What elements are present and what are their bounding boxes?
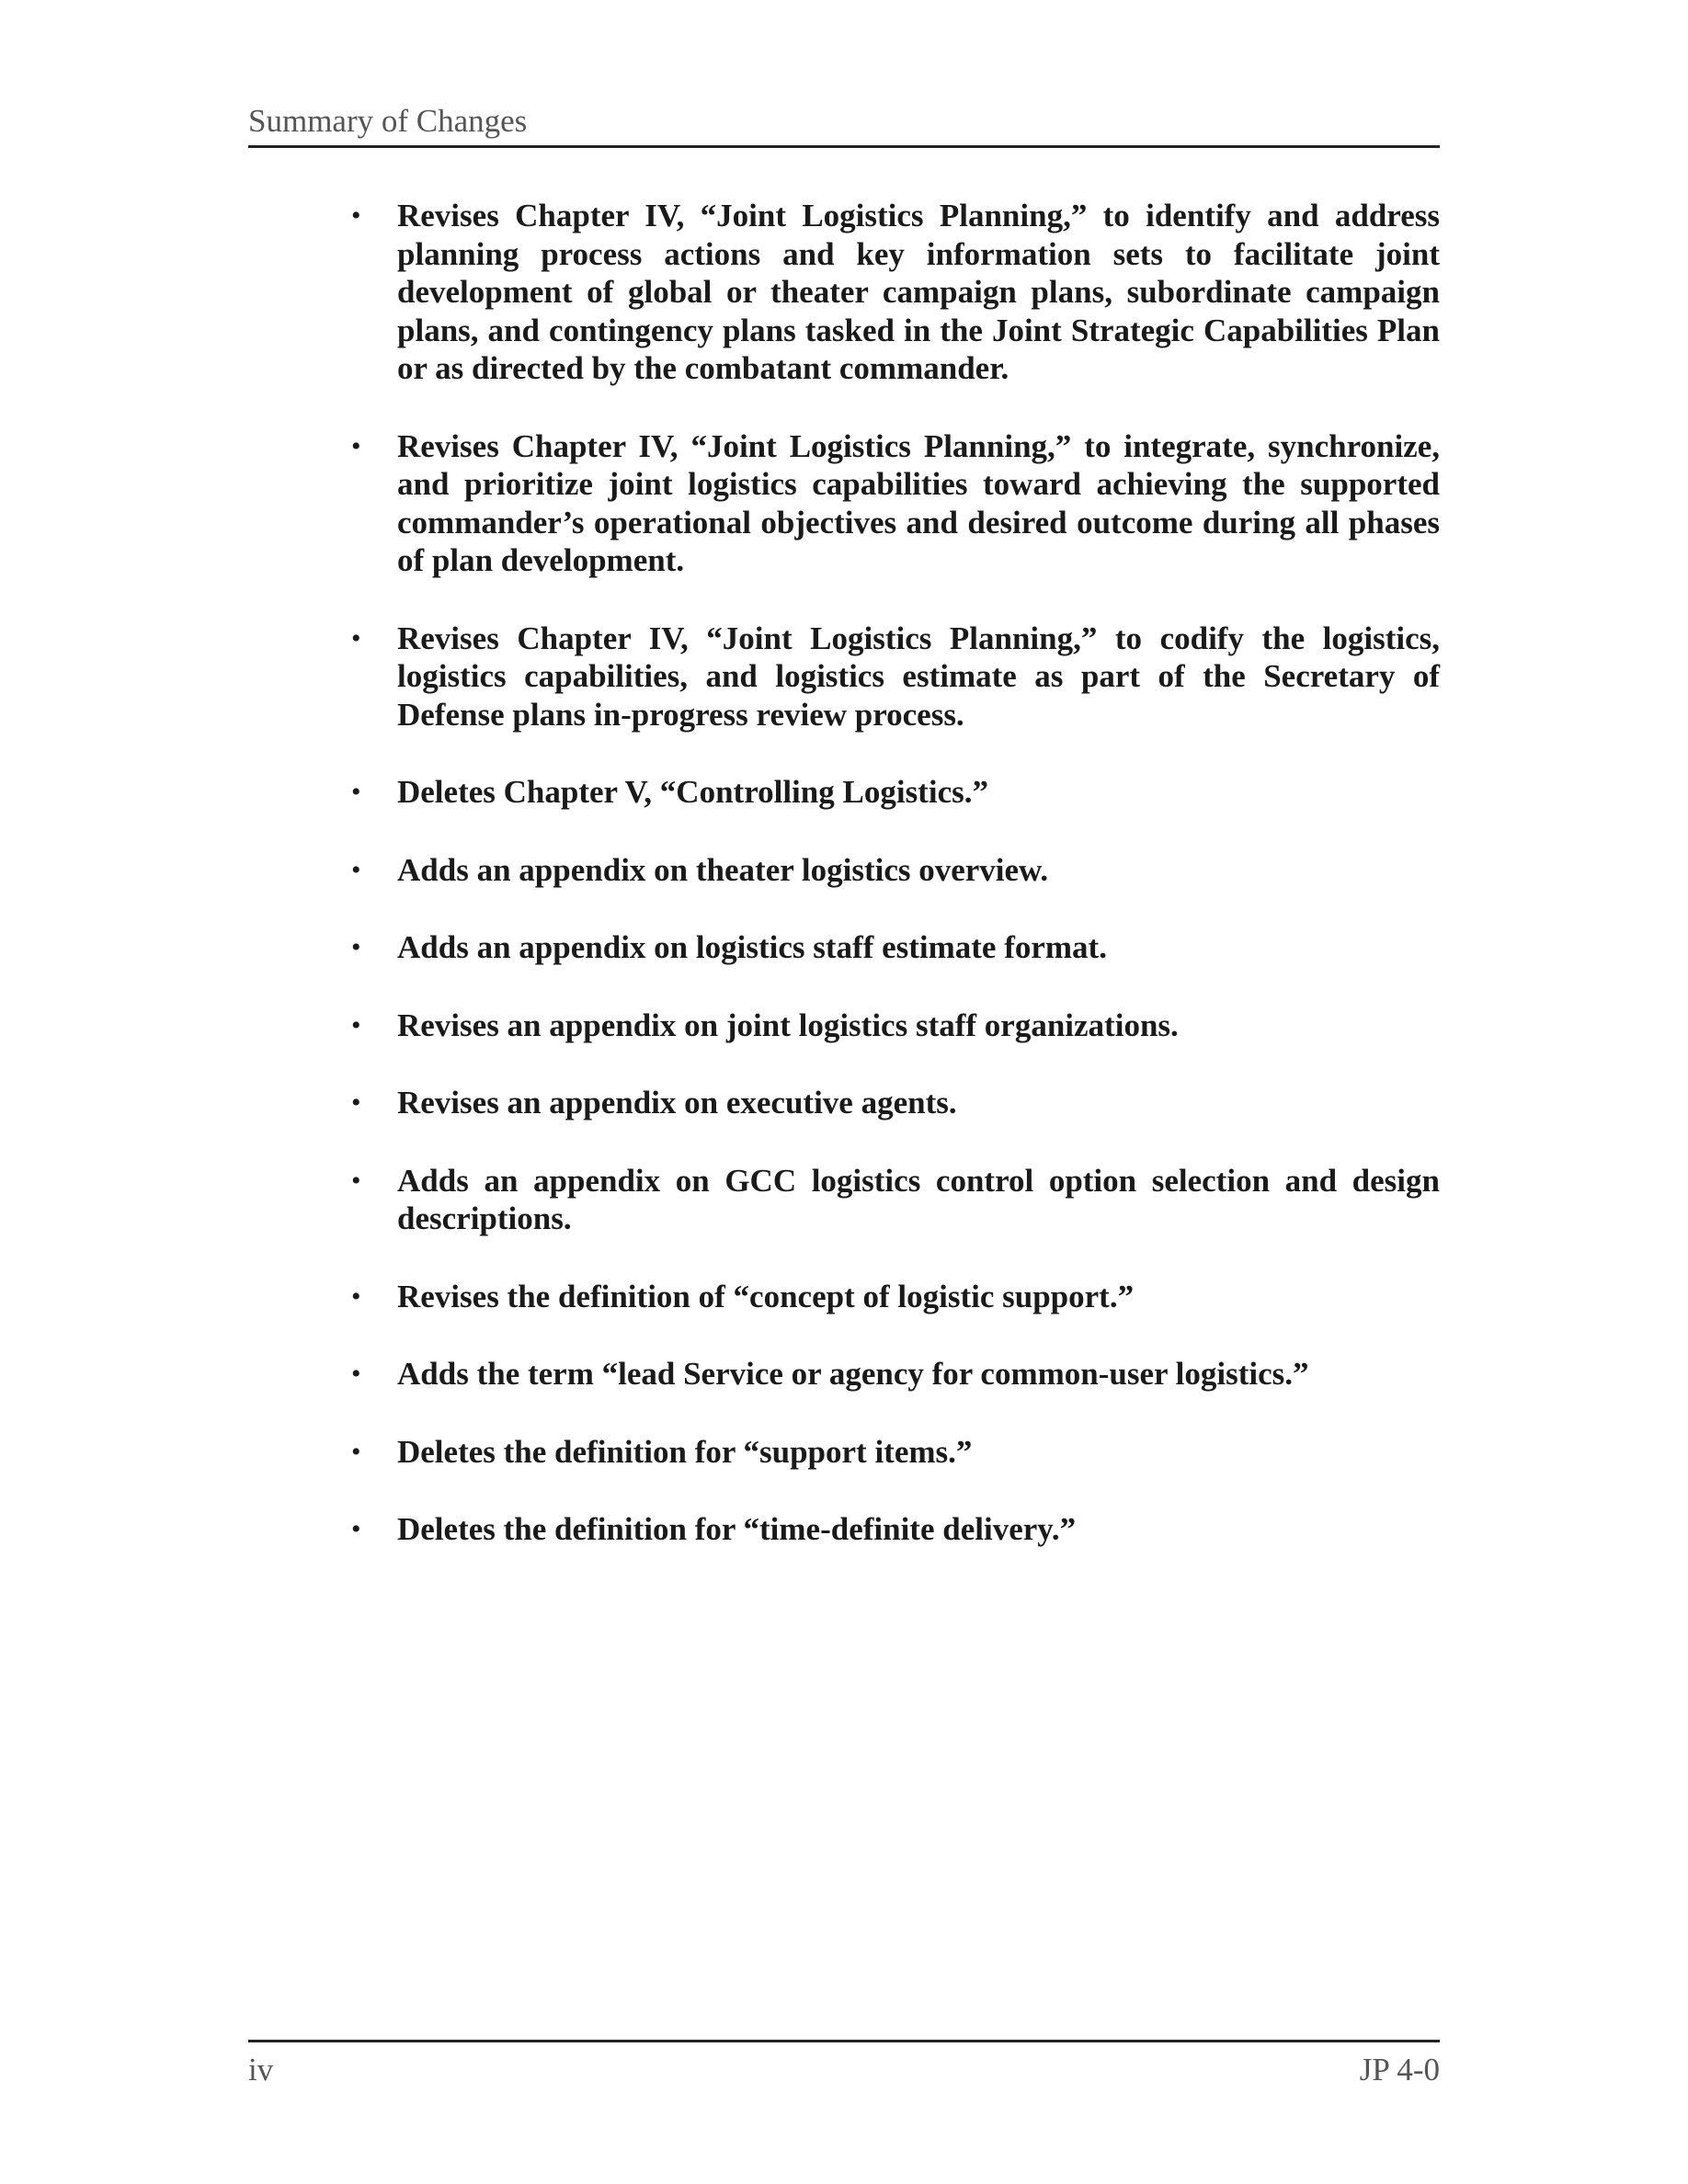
bullet-text: Revises the definition of “concept of logistic support.”: [397, 1278, 1135, 1314]
bullet-dot-icon: •: [351, 854, 361, 885]
bullet-text: Revises Chapter IV, “Joint Logistics Planning,” to identify and address planning process actions and key information sets to facilitate joint development of global or theater campaign plans, subordinate campaign plans, and contingency plans tasked in the Joint Strategic Capabilities Plan or as directed by the combatant commander.: [397, 198, 1440, 386]
bullet-dot-icon: •: [351, 1514, 361, 1544]
page-footer: [248, 2040, 1440, 2098]
bullet-item: [340, 851, 1440, 890]
bullet-dot-icon: •: [351, 1436, 361, 1467]
bullet-item: [340, 928, 1440, 967]
bullet-text: Adds an appendix on theater logistics overview.: [397, 851, 1049, 888]
bullet-dot-icon: •: [351, 1165, 361, 1196]
page-header: [248, 96, 1440, 148]
bullet-dot-icon: •: [351, 1359, 361, 1389]
bullet-text: Revises Chapter IV, “Joint Logistics Planning,” to integrate, synchronize, and prioritize joint logistics capabilities toward achieving the supported commander’s operational objectives and desired outcome during all phases of plan development.: [397, 427, 1440, 578]
bullet-item: [340, 620, 1440, 734]
bullet-item: [340, 1162, 1440, 1238]
bullet-item: [340, 1084, 1440, 1122]
bullet-dot-icon: •: [351, 1009, 361, 1041]
bullet-dot-icon: •: [351, 1280, 361, 1312]
bullet-item: [340, 1278, 1440, 1316]
footer-publication-id: JP 4-0: [1359, 2052, 1440, 2087]
bullet-item: [340, 427, 1440, 580]
bullet-text: Adds the term “lead Service or agency for common-user logistics.”: [397, 1356, 1309, 1392]
bullet-item: [340, 1433, 1440, 1472]
bullet-dot-icon: •: [351, 1087, 361, 1118]
bullet-text: Deletes the definition for “time-definite delivery.”: [397, 1511, 1077, 1547]
bullet-text: Adds an appendix on logistics staff estimate format.: [397, 929, 1107, 965]
bullet-text: Adds an appendix on GCC logistics control option selection and design descriptions.: [397, 1162, 1440, 1236]
bullet-dot-icon: •: [351, 777, 361, 807]
bullet-item: [340, 1007, 1440, 1045]
bullet-dot-icon: •: [351, 430, 361, 461]
bullet-text: Revises an appendix on joint logistics staff organizations.: [397, 1007, 1179, 1043]
bullet-text: Revises Chapter IV, “Joint Logistics Planning,” to codify the logistics, logistics capabilities, and logistics estimate as part of the Secretary of Defense plans in-progress review process.: [397, 620, 1440, 733]
bullet-text: Revises an appendix on executive agents.: [397, 1085, 957, 1120]
bullet-text: Deletes the definition for “support items.”: [397, 1433, 973, 1470]
summary-bullet-list: [340, 197, 1440, 1588]
bullet-text: Deletes Chapter V, “Controlling Logistics.”: [397, 774, 988, 810]
bullet-item: [340, 197, 1440, 388]
bullet-dot-icon: •: [351, 200, 361, 231]
bullet-item: [340, 773, 1440, 812]
bullet-dot-icon: •: [351, 622, 361, 654]
bullet-dot-icon: •: [351, 932, 361, 962]
bullet-item: [340, 1510, 1440, 1549]
footer-page-number: iv: [248, 2052, 274, 2087]
bullet-item: [340, 1355, 1440, 1393]
header-title: Summary of Changes: [248, 103, 528, 139]
